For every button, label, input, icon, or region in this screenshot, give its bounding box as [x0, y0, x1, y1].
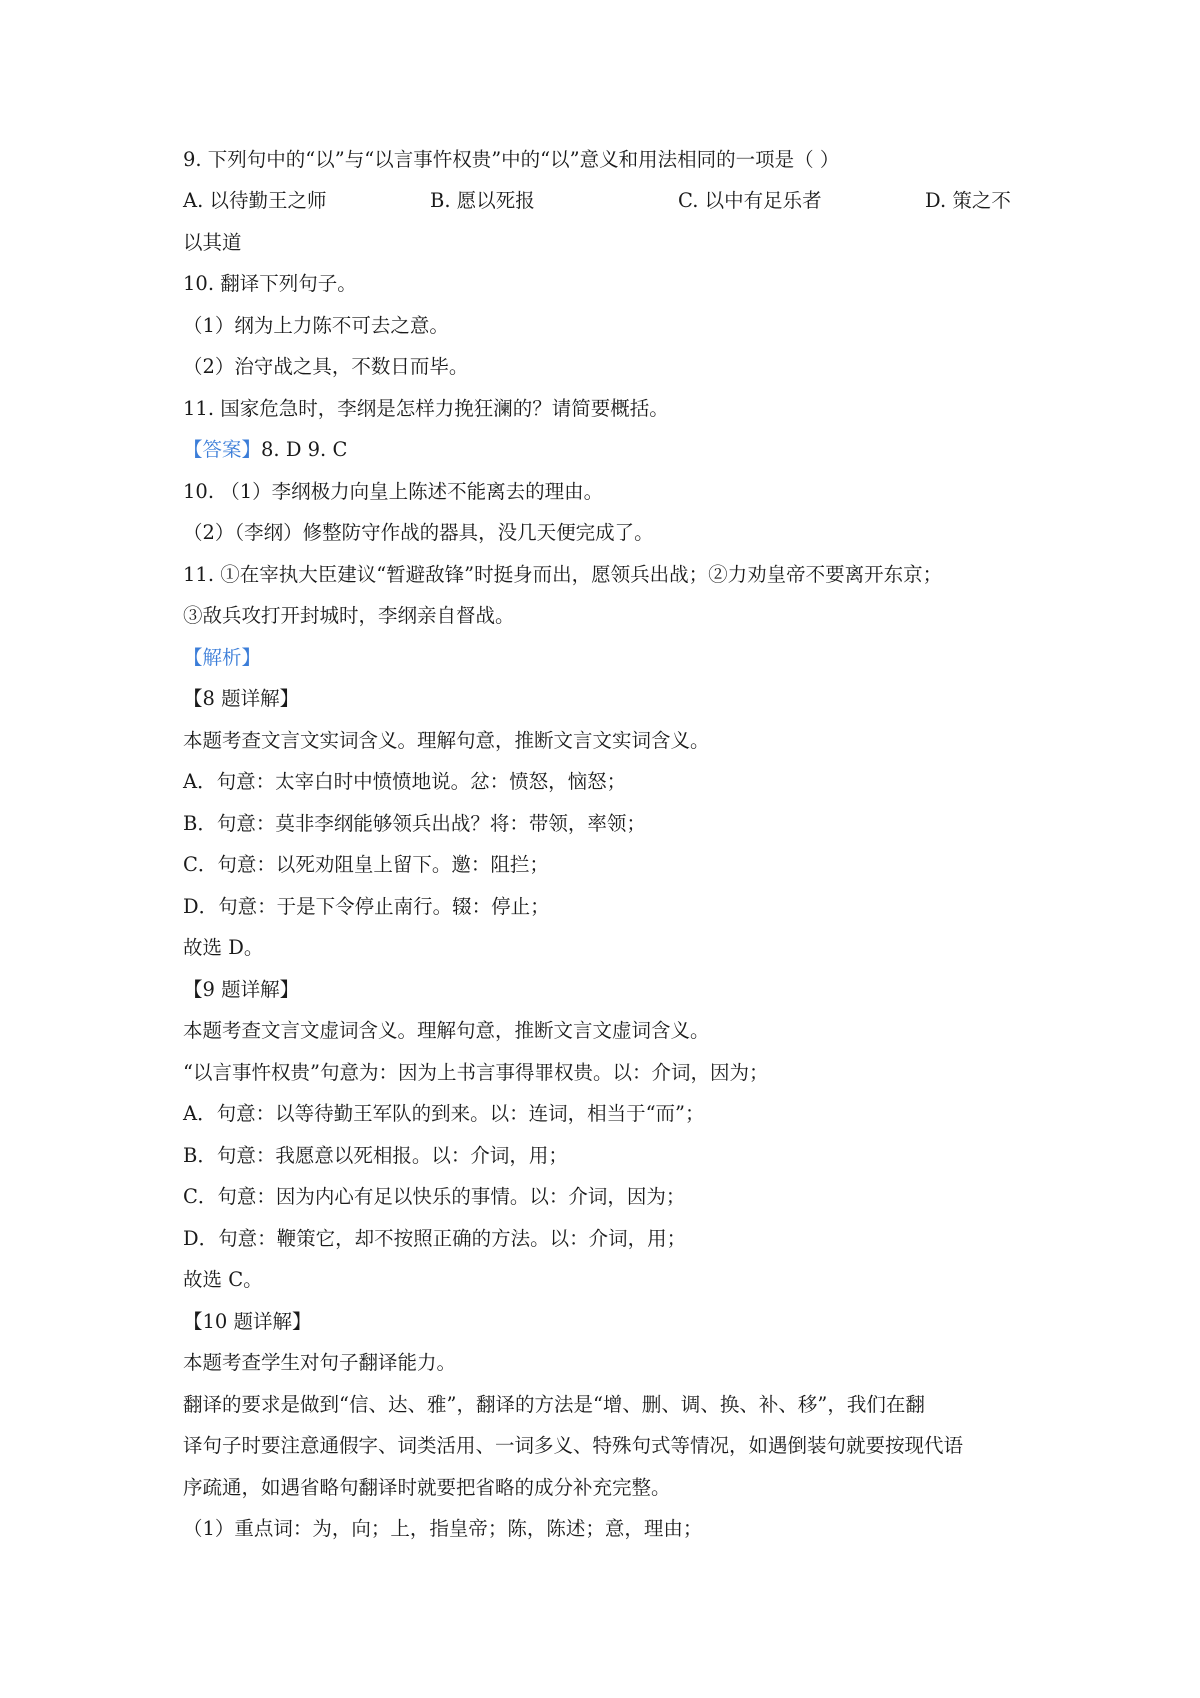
question-9-option-c: C. 以中有足乐者	[678, 189, 822, 212]
question-10-sentence-2: （2）治守战之具，不数日而毕。	[183, 355, 469, 378]
detail-9-reference: “以言事忤权贵”句意为：因为上书言事得罪权贵。以：介词，因为；	[183, 1061, 769, 1084]
detail-10-paragraph-1: 翻译的要求是做到“信、达、雅”，翻译的方法是“增、删、调、换、补、移”，我们在翻	[183, 1393, 925, 1416]
answer-10-1: 10. （1）李纲极力向皇上陈述不能离去的理由。	[183, 480, 604, 503]
answer-section	[183, 437, 347, 463]
detail-10-title: 【10 题详解】	[183, 1310, 312, 1333]
detail-10-paragraph-2: 译句子时要注意通假字、词类活用、一词多义、特殊句式等情况，如遇倒装句就要按现代语	[183, 1434, 964, 1457]
question-9-stem: 9. 下列句中的“以”与“以言事忤权贵”中的“以”意义和用法相同的一项是（ ）	[183, 148, 840, 171]
detail-10-key-words: （1）重点词：为，向；上，指皇帝；陈，陈述；意，理由；	[183, 1517, 703, 1540]
detail-9-intro: 本题考查文言文虚词含义。理解句意，推断文言文虚词含义。	[183, 1019, 710, 1042]
answer-label: 【答案】	[183, 438, 262, 461]
detail-8-title: 【8 题详解】	[183, 687, 300, 710]
answer-11-line-1: 11. ①在宰执大臣建议“暂避敌锋”时挺身而出，愿领兵出战；②力劝皇帝不要离开东京；	[183, 563, 943, 586]
analysis-label: 【解析】	[183, 646, 262, 669]
detail-8-intro: 本题考查文言文实词含义。理解句意，推断文言文实词含义。	[183, 729, 710, 752]
detail-9-d: D．句意：鞭策它，却不按照正确的方法。以：介词，用；	[183, 1227, 687, 1250]
detail-9-a: A．句意：以等待勤王军队的到来。以：连词，相当于“而”；	[183, 1102, 705, 1125]
question-9-option-d: D. 策之不	[925, 189, 1011, 212]
detail-10-intro: 本题考查学生对句子翻译能力。	[183, 1351, 457, 1374]
detail-9-b: B．句意：我愿意以死相报。以：介词，用；	[183, 1144, 568, 1167]
detail-9-title: 【9 题详解】	[183, 978, 300, 1001]
answer-8-9: 8. D 9. C	[261, 438, 348, 461]
question-10-sentence-1: （1）纲为上力陈不可去之意。	[183, 314, 449, 337]
question-9-option-d-continued: 以其道	[183, 231, 242, 254]
question-11-stem: 11. 国家危急时，李纲是怎样力挽狂澜的？请简要概括。	[183, 397, 669, 420]
detail-8-conclusion: 故选 D。	[183, 936, 264, 959]
detail-8-c: C．句意：以死劝阻皇上留下。邀：阻拦；	[183, 853, 549, 876]
detail-9-conclusion: 故选 C。	[183, 1268, 263, 1291]
detail-8-a: A．句意：太宰白时中愤愤地说。忿：愤怒，恼怒；	[183, 770, 627, 793]
answer-10-2: （2）（李纲）修整防守作战的器具，没几天便完成了。	[183, 521, 654, 544]
detail-8-d: D．句意：于是下令停止南行。辍：停止；	[183, 895, 550, 918]
answer-11-line-2: ③敌兵攻打开封城时，李纲亲自督战。	[183, 604, 515, 627]
detail-10-paragraph-3: 序疏通，如遇省略句翻译时就要把省略的成分补充完整。	[183, 1476, 671, 1499]
question-9-option-b: B. 愿以死报	[430, 189, 535, 212]
question-10-stem: 10. 翻译下列句子。	[183, 272, 357, 295]
detail-8-b: B．句意：莫非李纲能够领兵出战？将：带领，率领；	[183, 812, 646, 835]
detail-9-c: C．句意：因为内心有足以快乐的事情。以：介词，因为；	[183, 1185, 686, 1208]
question-9-option-a: A. 以待勤王之师	[183, 189, 327, 212]
